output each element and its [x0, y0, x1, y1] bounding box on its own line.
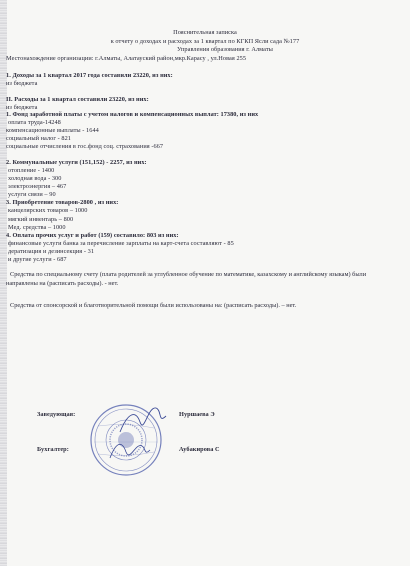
salary-item: оплата труда-14248 — [8, 119, 61, 126]
utilities-heading: 2. Коммунальные услуги (151,152) - 2257, из них: — [6, 159, 147, 166]
document-subtitle: к отчету о доходах и расходах за 1 квартал по КГКП Ясли сада №177 — [110, 38, 300, 45]
salary-item: социальный налог - 821 — [6, 135, 71, 142]
accountant-label: Бухгалтер: — [37, 446, 69, 453]
utilities-item: отопление - 1400 — [8, 167, 55, 174]
expenses-item: из бюджета — [6, 104, 38, 111]
salary-item: социальные отчисления в гос.фонд соц. страхования -667 — [6, 143, 164, 150]
utilities-item: электроэнергия – 467 — [8, 183, 67, 190]
other-services-item: и другие услуги - 687 — [8, 256, 67, 263]
salary-heading: 1. Фонд заработной платы с учетом налогов и компенсационных выплат: 17380, из них — [6, 111, 259, 118]
other-services-item: дератизация и дезинсекция - 31 — [8, 248, 95, 255]
head-label: Заведующая: — [37, 411, 76, 418]
signature-accountant — [108, 436, 152, 466]
utilities-item: холодная вода - 300 — [8, 175, 62, 182]
accountant-name: Аубакирова С — [179, 446, 220, 453]
goods-item: Мед. средства – 1000 — [8, 224, 66, 231]
utilities-item: услуги связи – 90 — [8, 191, 56, 198]
salary-item: компенсационные выплаты - 1644 — [6, 127, 99, 134]
goods-heading: 3. Приобретение товаров-2800 , из них: — [6, 199, 119, 206]
location-line: Местонахождение организации: г.Алматы, Алатауский район,мкр.Карасу , ул.Новая 255 — [6, 55, 247, 62]
expenses-heading: II. Расходы за 1 квартал составили 23220, из них: — [6, 96, 149, 103]
sponsor-note: Средства от спонсорской и благотворительной помощи были использованы на: (расписать расходы). – нет. — [10, 302, 297, 309]
other-services-heading: 4. Оплата прочих услуг и работ (159) составило: 803 из них: — [6, 232, 179, 239]
goods-item: мягкий инвентарь – 800 — [8, 216, 74, 223]
document-title: Пояснительная записка — [173, 29, 237, 36]
department-line: Управления образования г. Алматы — [177, 46, 273, 53]
goods-item: канцелярских товаров – 1000 — [8, 207, 88, 214]
special-account-note: Средства по специальному счету (плата родителей за углубленное обучение по математике, казахскому и английскому языкам) были направлены на (расписать расходы). - нет. — [6, 271, 367, 287]
income-item: из бюджета — [6, 80, 38, 87]
income-heading: 1. Доходы за 1 квартал 2017 года составили 23220, из них: — [6, 72, 173, 79]
head-name: Нуршаева Э — [179, 411, 215, 418]
other-services-item: финансовые услуги банка за перечисление зарплаты на карт-счета составляют - 85 — [8, 240, 234, 247]
